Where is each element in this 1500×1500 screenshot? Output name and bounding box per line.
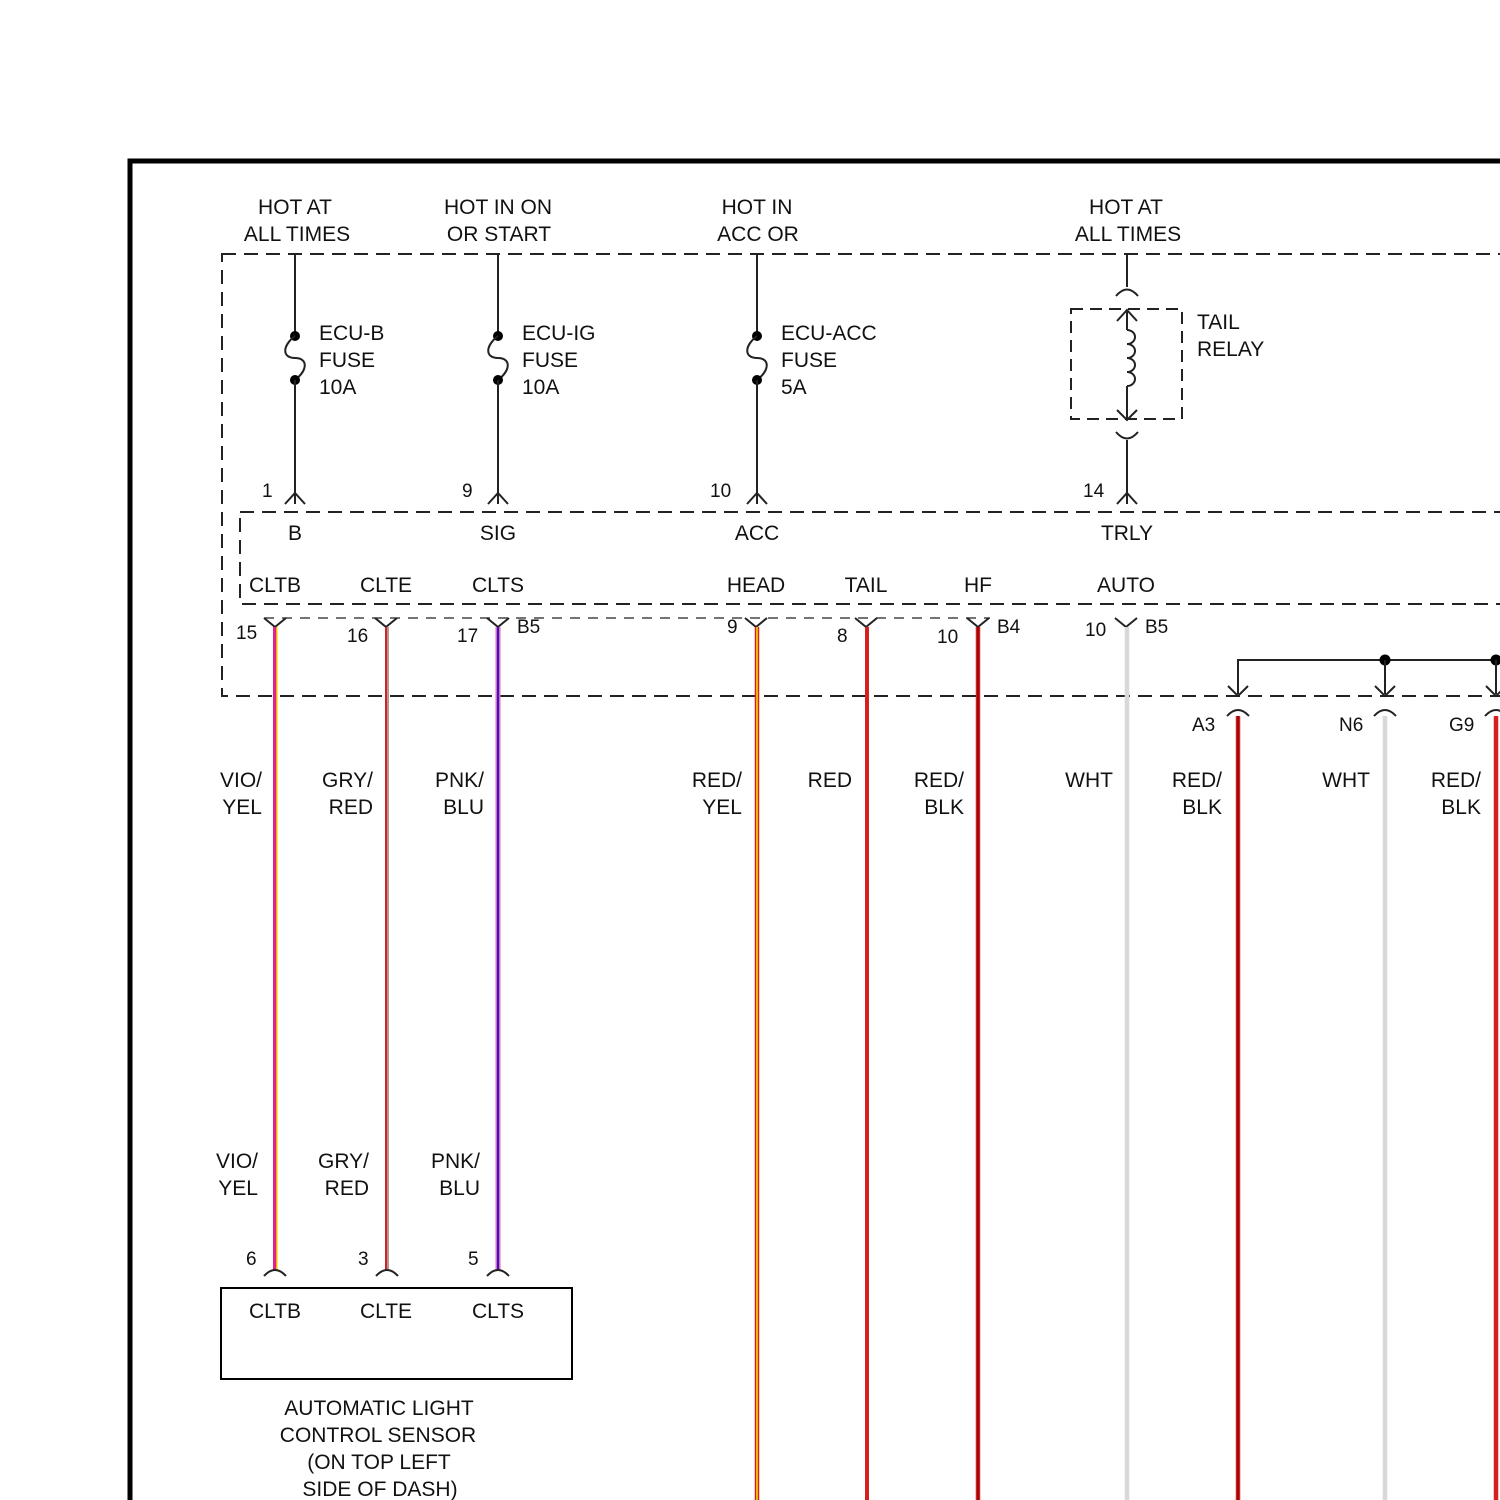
- connector-symbol: [264, 618, 286, 627]
- pin-number: 8: [837, 626, 848, 647]
- ecu-terminal: AUTO: [1097, 574, 1155, 597]
- connector-symbol: [1227, 710, 1249, 716]
- fuse-rating: 10A: [522, 376, 560, 399]
- pin-number: 10: [937, 627, 959, 648]
- fuse-type: FUSE: [781, 349, 838, 372]
- connector-symbol: [967, 618, 989, 627]
- wire-color-label: BLK: [924, 796, 964, 819]
- fuse-rating: 5A: [781, 376, 807, 399]
- fuse-name: ECU-B: [319, 322, 385, 345]
- wire-color-label: GRY/: [318, 1150, 369, 1173]
- ecu-terminal: TAIL: [844, 574, 888, 597]
- pin-number: 15: [236, 623, 258, 644]
- connector-id: A3: [1192, 715, 1216, 736]
- wire-color-label: RED: [324, 1177, 369, 1200]
- pin-number: 10: [1085, 620, 1107, 641]
- wire-color-label: BLK: [1182, 796, 1222, 819]
- sensor-label-line: SIDE OF DASH): [302, 1478, 458, 1500]
- connector-symbol: [855, 618, 877, 627]
- sensor-label-line: AUTOMATIC LIGHT: [284, 1397, 474, 1420]
- connector-id: B5: [1145, 617, 1169, 638]
- wire-leads: [275, 627, 1496, 1500]
- power-source-label: ALL TIMES: [1074, 223, 1182, 246]
- connector-symbol: [1486, 686, 1500, 696]
- wire-color-label: RED/: [1430, 769, 1481, 792]
- fuse-type: FUSE: [319, 349, 376, 372]
- pin-number: 3: [358, 1249, 369, 1270]
- connector-id: G9: [1449, 715, 1475, 736]
- connector-symbol: [745, 618, 767, 627]
- fuse-symbol: [285, 336, 305, 380]
- sensor-wire-labels: [216, 1150, 480, 1200]
- ecu-terminal: TRLY: [1100, 522, 1154, 545]
- power-source-label: ALL TIMES: [243, 223, 351, 246]
- connector-symbol: [1485, 710, 1500, 716]
- wire-color-label: VIO/: [219, 769, 262, 792]
- relay-label: TAIL: [1197, 311, 1240, 334]
- wire-color-label: RED: [328, 796, 373, 819]
- ecu-terminal: B: [287, 522, 303, 545]
- pin-number: 9: [462, 481, 473, 502]
- power-source-label: HOT AT: [258, 196, 332, 219]
- output-pins: [236, 617, 1168, 648]
- ecu-terminal: HF: [964, 574, 992, 597]
- wire-color-label: BLK: [1441, 796, 1481, 819]
- wire-color-label: VIO/: [215, 1150, 258, 1173]
- connector-id: B4: [997, 617, 1021, 638]
- pin-number: 17: [457, 626, 479, 647]
- wire-color-label: RED/: [913, 769, 964, 792]
- connector-symbol: [376, 1270, 398, 1276]
- power-source-label: HOT IN: [721, 196, 793, 219]
- pin-number: 14: [1083, 481, 1105, 502]
- relay-label: RELAY: [1197, 338, 1265, 361]
- wire-color-label: YEL: [702, 796, 742, 819]
- connector-symbol: [487, 1270, 509, 1276]
- connector-symbol: [1116, 290, 1138, 297]
- pin-number: 1: [262, 481, 273, 502]
- wire-color-labels: [220, 769, 1481, 819]
- fuse-circuit-ecu-b: [285, 254, 305, 504]
- connector-symbol: [487, 618, 509, 627]
- wire-color-label: WHT: [1065, 769, 1113, 792]
- fuse-type: FUSE: [522, 349, 579, 372]
- ecu-terminal: CLTE: [359, 574, 413, 597]
- pin-number: 16: [347, 626, 369, 647]
- ecu-outputs: [249, 574, 1155, 597]
- ecu-terminal: CLTS: [471, 574, 525, 597]
- wire-color-label: RED/: [691, 769, 742, 792]
- connector-symbol: [264, 1270, 286, 1276]
- wire-color-label: RED: [807, 769, 852, 792]
- wire-color-label: PNK/: [434, 769, 484, 792]
- ecu-terminal: CLTB: [248, 574, 302, 597]
- ecu-terminal: ACC: [734, 522, 780, 545]
- sensor-terminal: CLTE: [359, 1300, 413, 1323]
- wire-color-label: GRY/: [322, 769, 373, 792]
- wire-color-label: WHT: [1322, 769, 1370, 792]
- connector-id: N6: [1339, 715, 1364, 736]
- connector-symbol: [375, 618, 397, 627]
- sensor-terminal: CLTB: [248, 1300, 302, 1323]
- connector-symbol: [1115, 618, 1137, 627]
- sensor-terminal: CLTS: [471, 1300, 525, 1323]
- tail-relay: [1071, 254, 1264, 504]
- power-source-labels: [244, 196, 1181, 246]
- wire-color-label: RED/: [1171, 769, 1222, 792]
- relay-coil: [1127, 330, 1135, 386]
- wire-color-label: YEL: [222, 796, 262, 819]
- connector-symbol: [1116, 432, 1138, 439]
- sensor-label-line: CONTROL SENSOR: [279, 1424, 477, 1447]
- wire-color-label: BLU: [443, 796, 484, 819]
- pin-number: 6: [246, 1249, 257, 1270]
- fuse-labels: [319, 322, 877, 399]
- wire-color-label: PNK/: [430, 1150, 480, 1173]
- ecu-terminal: HEAD: [726, 574, 786, 597]
- fuse-symbol: [488, 336, 508, 380]
- wire-color-label: BLU: [439, 1177, 480, 1200]
- wire-color-label: YEL: [218, 1177, 258, 1200]
- power-source-label: HOT AT: [1089, 196, 1163, 219]
- pin-number: 9: [727, 617, 738, 638]
- pin-number: 5: [468, 1249, 479, 1270]
- fuse-name: ECU-IG: [522, 322, 596, 345]
- sensor-label-line: (ON TOP LEFT: [307, 1451, 451, 1474]
- ecu-terminal: SIG: [479, 522, 517, 545]
- fuse-name: ECU-ACC: [781, 322, 877, 345]
- fuse-circuit-ecu-acc: [747, 254, 767, 504]
- power-source-label: ACC OR: [717, 223, 799, 246]
- fuse-circuit-ecu-ig: [488, 254, 508, 504]
- sensor-label: [280, 1397, 476, 1500]
- pin-number: 10: [710, 481, 732, 502]
- power-source-label: HOT IN ON: [443, 196, 553, 219]
- connector-symbol: [1374, 710, 1396, 716]
- fuse-symbol: [747, 336, 767, 380]
- power-source-label: OR START: [446, 223, 552, 246]
- connector-id: B5: [517, 617, 541, 638]
- junction-block-outline: [222, 254, 1500, 696]
- fuse-rating: 10A: [319, 376, 357, 399]
